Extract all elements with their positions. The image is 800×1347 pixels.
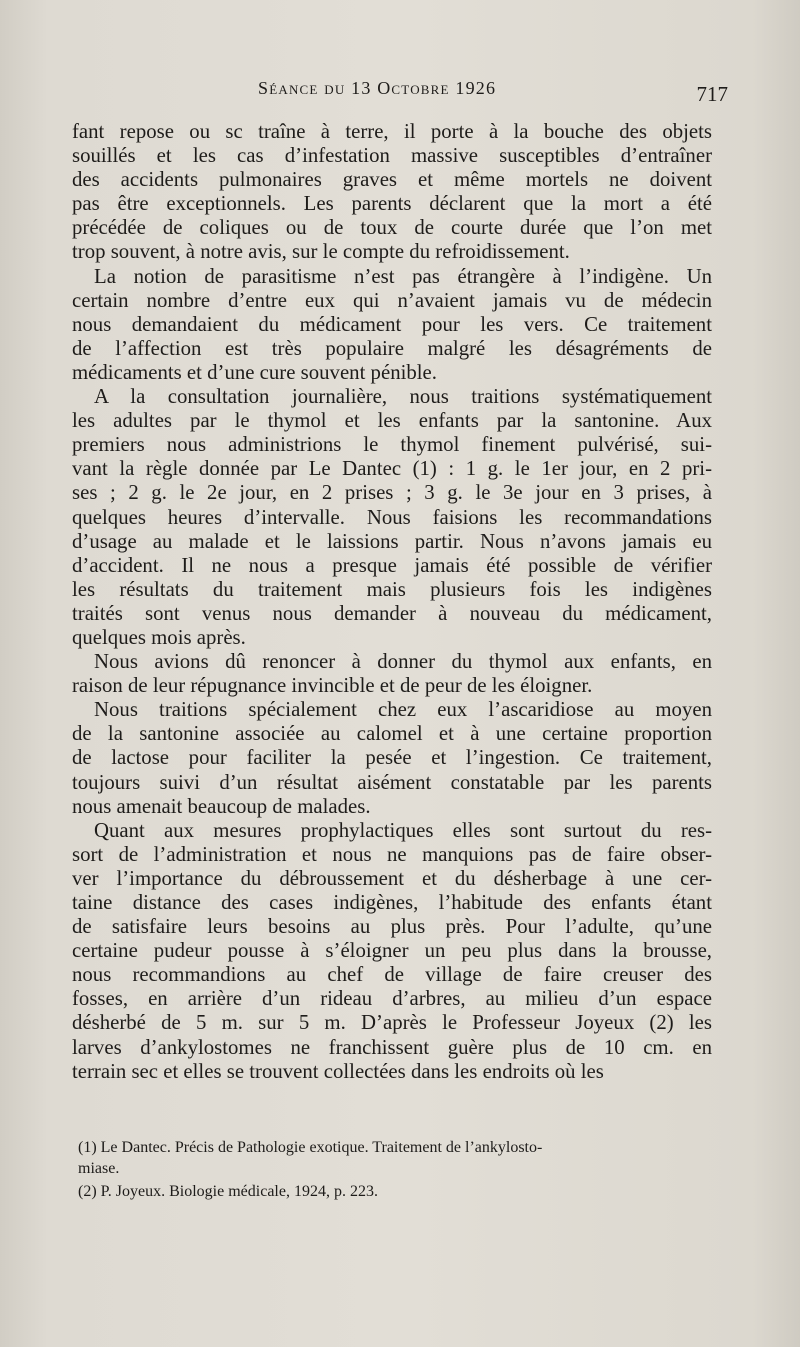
text-line: nous amenait beaucoup de malades. xyxy=(72,794,371,818)
footnote-line: (2) P. Joyeux. Biologie médicale, 1924, p. 223. xyxy=(78,1183,378,1200)
text-line: les adultes par le thymol et les enfants par la santonine. Aux xyxy=(72,409,712,433)
text-line: de lactose pour faciliter la pesée et l’ingestion. Ce traitement, xyxy=(72,746,712,770)
text-line: de l’affection est très populaire malgré les désagréments de xyxy=(72,336,712,360)
text-line: Nous traitions spécialement chez eux l’ascaridiose au moyen xyxy=(94,698,712,722)
text-line: sort de l’administration et nous ne manquions pas de faire obser- xyxy=(72,842,712,866)
text-line: certain nombre d’entre eux qui n’avaient jamais vu de médecin xyxy=(72,288,712,312)
footnote-line: (1) Le Dantec. Précis de Pathologie exotique. Traitement de l’ankylosto- xyxy=(78,1139,543,1156)
paragraph xyxy=(72,385,712,650)
text-line: traités sont venus nous demander à nouveau du médicament, xyxy=(72,601,712,625)
text-line: A la consultation journalière, nous traitions systématiquement xyxy=(94,385,712,409)
running-head: Séance du 13 Octobre 1926 xyxy=(258,78,497,98)
paragraph xyxy=(72,650,712,698)
text-line: désherbé de 5 m. sur 5 m. D’après le Professeur Joyeux (2) les xyxy=(72,1011,712,1035)
body-text xyxy=(72,120,712,1084)
paragraph xyxy=(72,265,712,385)
text-line: ses ; 2 g. le 2e jour, en 2 prises ; 3 g. le 3e jour en 3 prises, à xyxy=(72,481,712,505)
text-line: d’usage au malade et le laissions partir. Nous n’avons jamais eu xyxy=(72,529,712,553)
text-line: larves d’ankylostomes ne franchissent guère plus de 10 cm. en xyxy=(72,1035,712,1059)
text-line: pas être exceptionnels. Les parents déclarent que la mort a été xyxy=(72,192,712,216)
paragraph xyxy=(72,120,712,265)
text-line: fant repose ou sc traîne à terre, il porte à la bouche des objets xyxy=(72,120,712,143)
text-line: raison de leur répugnance invincible et de peur de les éloigner. xyxy=(72,674,593,698)
text-line: vant la règle donnée par Le Dantec (1) : 1 g. le 1er jour, en 2 pri- xyxy=(72,457,712,481)
text-line: certaine pudeur pousse à s’éloigner un peu plus dans la brousse, xyxy=(72,939,712,963)
text-line: ver l’importance du débroussement et du désherbage à une cer- xyxy=(72,866,712,890)
text-line: premiers nous administrions le thymol finement pulvérisé, sui- xyxy=(72,433,712,457)
text-line: fosses, en arrière d’un rideau d’arbres, au milieu d’un espace xyxy=(72,987,712,1011)
text-line: de satisfaire leurs besoins au plus près. Pour l’adulte, qu’une xyxy=(72,915,712,939)
page-number: 717 xyxy=(696,82,728,106)
paragraph xyxy=(72,698,712,818)
text-line: Nous avions dû renoncer à donner du thymol aux enfants, en xyxy=(94,650,712,674)
text-line: toujours suivi d’un résultat aisément constatable par les parents xyxy=(72,770,712,794)
text-line: souillés et les cas d’infestation massive susceptibles d’entraîner xyxy=(72,144,712,168)
text-line: médicaments et d’une cure souvent pénible. xyxy=(72,360,437,384)
footnote xyxy=(78,1182,712,1203)
page-header xyxy=(258,76,728,108)
text-line: terrain sec et elles se trouvent collectées dans les endroits où les xyxy=(72,1059,604,1083)
footnotes xyxy=(78,1138,712,1206)
text-line: La notion de parasitisme n’est pas étrangère à l’indigène. Un xyxy=(94,264,712,288)
text-line: Quant aux mesures prophylactiques elles sont surtout du res- xyxy=(94,818,712,842)
text-line: d’accident. Il ne nous a presque jamais été possible de vérifier xyxy=(72,553,712,577)
text-line: nous demandaient du médicament pour les vers. Ce traitement xyxy=(72,312,712,336)
text-line: les résultats du traitement mais plusieurs fois les indigènes xyxy=(72,577,712,601)
text-line: nous recommandions au chef de village de faire creuser des xyxy=(72,963,712,987)
text-line: de la santonine associée au calomel et à une certaine proportion xyxy=(72,722,712,746)
text-line: taine distance des cases indigènes, l’habitude des enfants étant xyxy=(72,891,712,914)
text-line: précédée de coliques ou de toux de courte durée que l’on met xyxy=(72,216,712,240)
text-line: quelques mois après. xyxy=(72,625,246,649)
text-line: des accidents pulmonaires graves et même mortels ne doivent xyxy=(72,168,712,192)
text-line: trop souvent, à notre avis, sur le compte du refroidissement. xyxy=(72,240,570,264)
footnote xyxy=(78,1138,712,1179)
paragraph xyxy=(72,819,712,1084)
text-line: quelques heures d’intervalle. Nous faisions les recommandations xyxy=(72,505,712,529)
footnote-line: miase. xyxy=(78,1159,120,1177)
